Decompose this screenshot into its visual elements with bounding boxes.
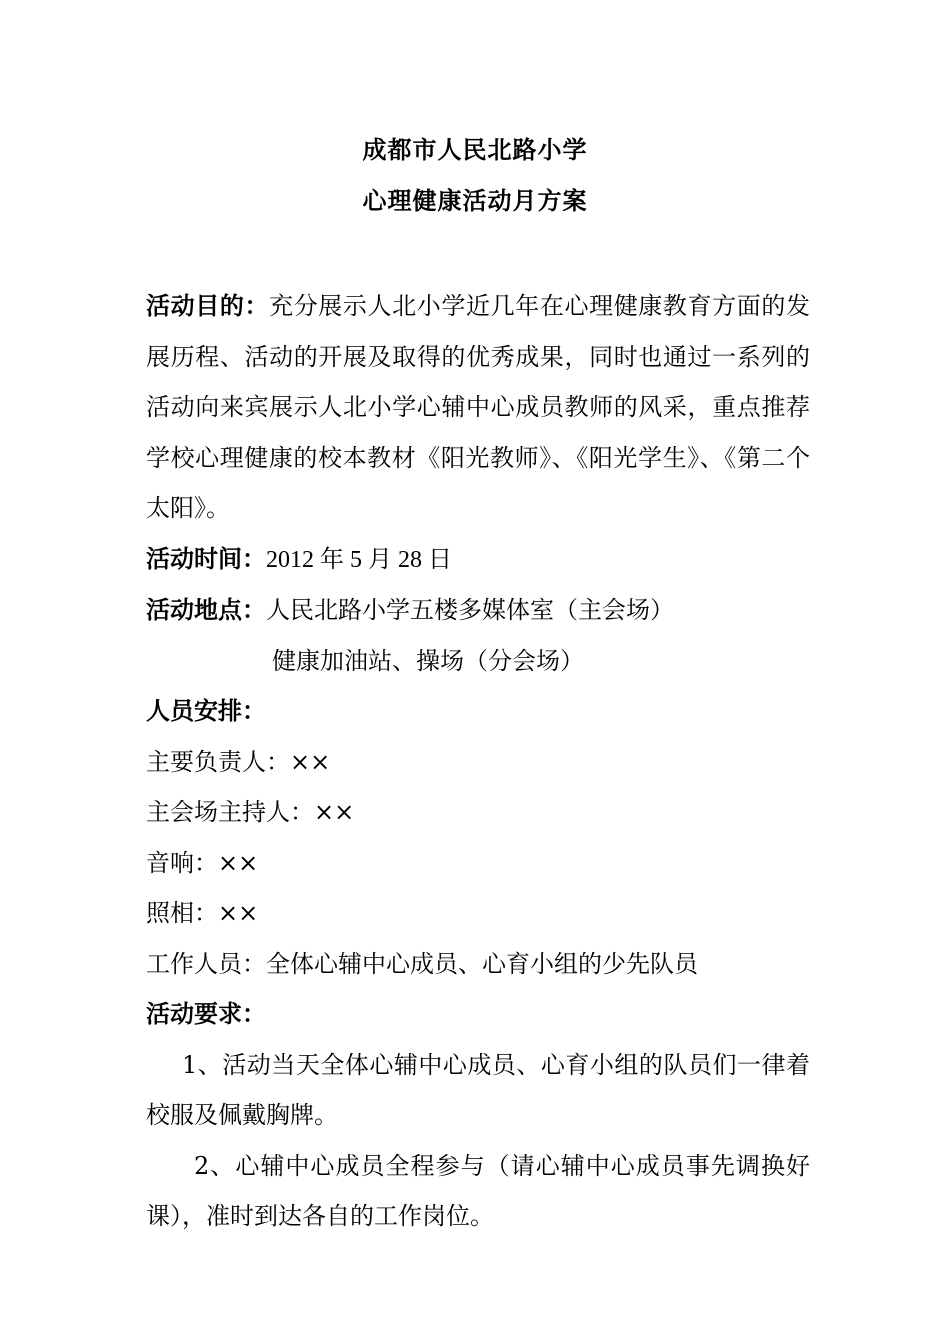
requirement-item-2: 2、心辅中心成员全程参与（请心辅中心成员事先调换好课），准时到达各自的工作岗位。: [146, 1151, 810, 1230]
location-branch: 健康加油站、操场（分会场）: [272, 646, 584, 675]
document-title: 成都市人民北路小学: [362, 135, 588, 164]
purpose-text: 充分展示人北小学近几年在心理健康教育方面的发展历程、活动的开展及取得的优秀成果，同时也通过一系列的活动向来宾展示人北小学心辅中心成员教师的风采，重点推荐学校心理健康的校本教材《阳光教师》、《阳光学生》、《第二个太阳》。: [146, 292, 810, 522]
purpose-paragraph: [146, 281, 810, 534]
staff-item-photo: 照相：××: [146, 899, 259, 927]
staff-item-host: 主会场主持人：××: [146, 798, 355, 826]
staff-item-workers: 工作人员：全体心辅中心成员、心育小组的少先队员: [146, 949, 698, 978]
staff-item-sound: 音响：××: [146, 848, 259, 877]
staff-heading: 人员安排：: [146, 696, 266, 725]
location-paragraph: [146, 585, 810, 636]
requirements-heading: 活动要求：: [146, 999, 266, 1028]
staff-item-leader: 主要负责人：××: [146, 747, 331, 776]
purpose-label: 活动目的：: [146, 291, 270, 320]
document-subtitle: 心理健康活动月方案: [362, 186, 588, 215]
time-paragraph: [146, 534, 810, 586]
time-value: 2012 年 5 月 28 日: [266, 546, 452, 573]
location-main: 人民北路小学五楼多媒体室（主会场）: [266, 596, 674, 624]
document-body: [146, 281, 810, 1242]
requirement-item-1: 1、活动当天全体心辅中心成员、心育小组的队员们一律着校服及佩戴胸牌。: [146, 1050, 810, 1129]
location-label: 活动地点：: [146, 595, 266, 624]
time-label: 活动时间：: [146, 543, 266, 573]
